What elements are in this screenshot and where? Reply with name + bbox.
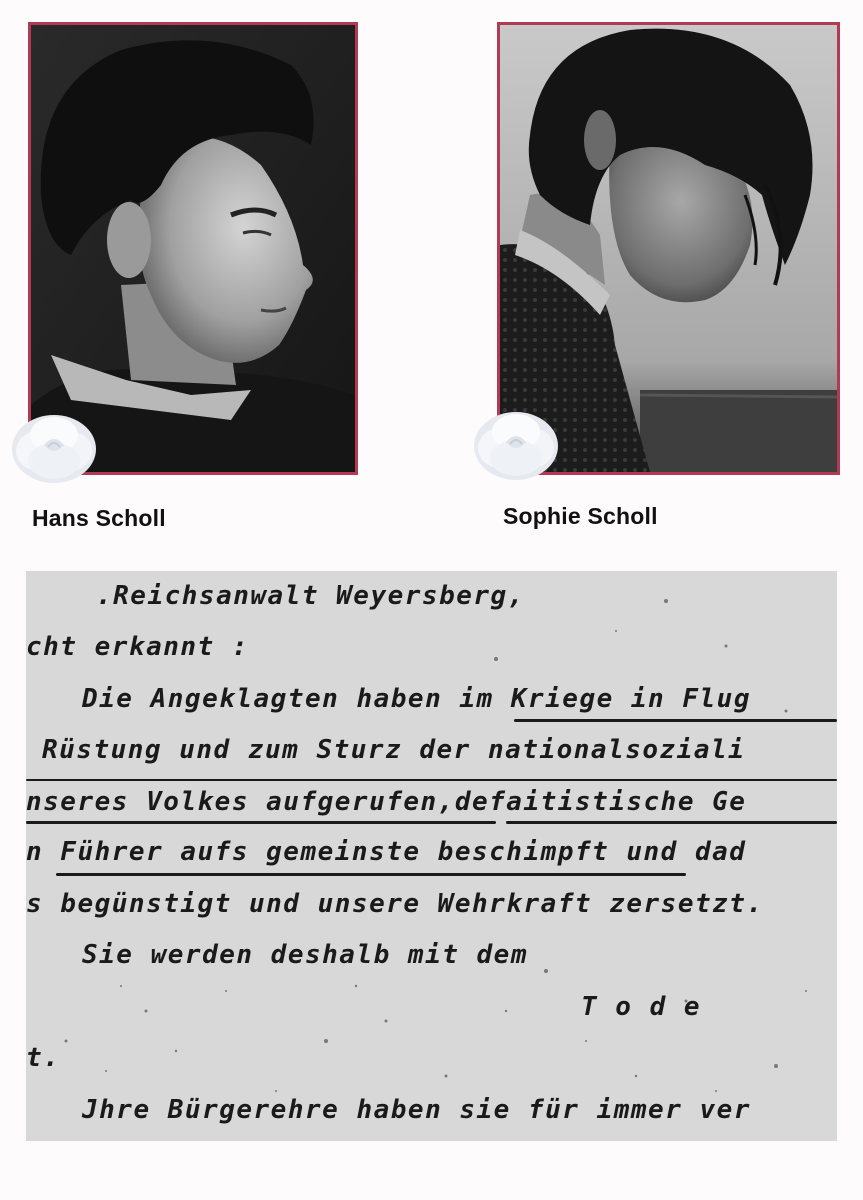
hans-scholl-caption: Hans Scholl: [32, 505, 166, 531]
document-line: Die Angeklagten haben im Kriege in Flug: [82, 684, 751, 714]
white-rose-icon: [470, 402, 562, 484]
sophie-scholl-caption: Sophie Scholl: [503, 503, 658, 529]
document-line: s begünstigt und unsere Wehrkraft zersetzt.: [26, 889, 764, 919]
document-line: cht erkannt :: [26, 632, 249, 662]
document-line: .Reichsanwalt Weyersberg,: [96, 581, 525, 611]
handwritten-underline: [506, 821, 837, 824]
handwritten-underline: [514, 719, 837, 722]
document-line: t.: [26, 1043, 61, 1073]
document-line: n Führer aufs gemeinste beschimpft und dad: [26, 837, 747, 867]
handwritten-underline: [26, 779, 837, 781]
document-line: Rüstung und zum Sturz der nationalsoziali: [42, 735, 746, 765]
handwritten-underline: [56, 873, 686, 876]
document-line: nseres Volkes aufgerufen,defaitistische Ge: [26, 787, 747, 817]
verdict-document-excerpt: [26, 571, 837, 1141]
document-line: T o d e: [581, 992, 702, 1022]
white-rose-icon: [8, 405, 100, 487]
document-line: Sie werden deshalb mit dem: [82, 940, 528, 970]
handwritten-underline: [26, 821, 496, 824]
document-line: Jhre Bürgerehre haben sie für immer ver: [82, 1095, 751, 1125]
